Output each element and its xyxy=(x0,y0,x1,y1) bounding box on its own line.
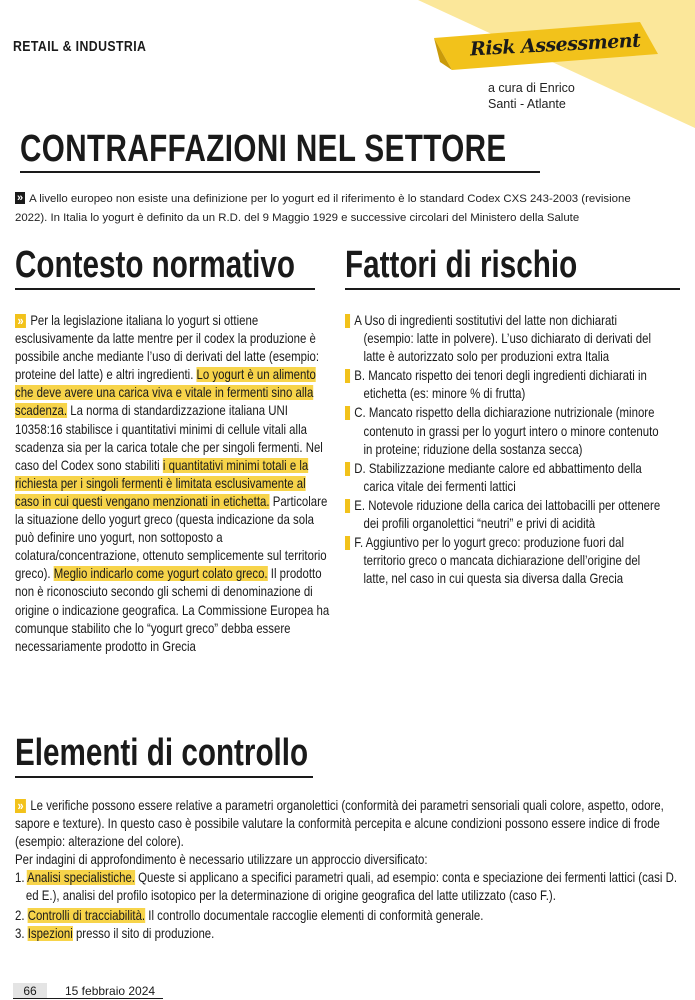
page-title: CONTRAFFAZIONI NEL SETTORE xyxy=(20,128,507,170)
title-underline xyxy=(20,171,540,173)
control-item-text: presso il sito di produzione. xyxy=(72,925,215,941)
chevron-icon: » xyxy=(345,314,350,328)
control-item-text: Queste si applicano a specifici parametri quali, ad esempio: conta e speciazione dei fermenti lattici (casi D. ed E.), analisi del profilo isotopico per la determinazione di origine geografica del latte utilizzato (caso F.). xyxy=(25,870,677,904)
chevron-icon: » xyxy=(345,369,350,383)
fattori-heading: Fattori di rischio xyxy=(345,244,578,286)
author-line-2: Santi - Atlante xyxy=(488,97,566,111)
contesto-body xyxy=(15,312,330,656)
controllo-paragraph-1 xyxy=(15,797,684,851)
chevron-icon: » xyxy=(345,462,350,476)
risk-assessment-label: Risk Assessment xyxy=(469,29,641,61)
section-label: RETAIL & INDUSTRIA xyxy=(13,38,147,55)
chevron-icon: » xyxy=(345,499,350,513)
risk-item-text: A Uso di ingredienti sostitutivi del latte non dichiarati (esempio: latte in polvere). L’uso dichiarato di derivati del latte è autorizzato solo per produzioni extra Italia xyxy=(354,313,652,365)
author-credit xyxy=(488,80,575,112)
intro-line-2: 2022). In Italia lo yogurt è definito da un R.D. del 9 Maggio 1929 e successive circolari del Ministero della Salute xyxy=(15,212,580,224)
chevron-icon: » xyxy=(345,406,350,420)
contesto-highlight-2: i quantitativi minimi totali e la richiesta per i singoli fermenti è limitata esclusivamente al caso in cui questi vengano menzionati in etichetta. xyxy=(15,457,309,509)
contesto-text-4: Il prodotto non è riconosciuto secondo gli schemi di denominazione di origine o indicazione geografica. La Commissione Europea ha comunque stabilito che lo “yogurt greco” debba essere necessariamente prodotto in Grecia xyxy=(15,566,330,654)
risk-item-b xyxy=(329,367,664,403)
contesto-underline xyxy=(15,288,315,290)
risk-item-d xyxy=(329,460,664,496)
chevron-icon: » xyxy=(345,536,350,550)
control-item-1 xyxy=(15,869,684,905)
control-item-number: 1. xyxy=(15,870,28,886)
control-item-highlight: Analisi specialistiche. xyxy=(27,870,135,886)
control-item-number: 3. xyxy=(15,925,28,941)
risk-item-text: F. Aggiuntivo per lo yogurt greco: produzione fuori dal territorio greco o mancata dichiarazione dell’origine del latte, nel caso in cui questa sia diversa dalla Grecia xyxy=(354,535,641,587)
controllo-body xyxy=(15,797,684,943)
risk-item-text: E. Notevole riduzione della carica dei lattobacilli per ottenere dei profili organolettici “neutri” e privi di acidità xyxy=(354,497,661,532)
contesto-text-2: La norma di standardizzazione italiana UNI 10358:16 stabilisce i quantitativi minimi di cellule vitali alla scadenza sia per la carica totale che per singoli fermenti. Nel caso del Codex sono stabiliti xyxy=(15,403,323,473)
issue-date: 15 febbraio 2024 xyxy=(65,984,156,998)
risk-item-text: B. Mancato rispetto dei tenori degli ingredienti dichiarati in etichetta (es: minore % di frutta) xyxy=(354,368,647,402)
chevron-icon: » xyxy=(17,192,24,204)
controllo-paragraph-2: Per indagini di approfondimento è necessario utilizzare un approccio diversificato: xyxy=(15,852,428,868)
footer-rule xyxy=(13,998,163,999)
risk-item-e xyxy=(329,497,664,533)
contesto-text-3: Particolare la situazione dello yogurt greco (questa indicazione da sola può definire uno yogurt, non sottoposto a colatura/concentrazione, ottenuto semplicemente sul territorio greco). xyxy=(15,493,328,582)
controllo-underline xyxy=(15,776,313,778)
fattori-list xyxy=(329,312,664,589)
page-number: 66 xyxy=(13,983,47,999)
chevron-icon: » xyxy=(15,314,26,328)
control-item-number: 2. xyxy=(15,907,28,923)
contesto-heading: Contesto normativo xyxy=(15,244,295,286)
risk-item-f xyxy=(329,534,664,588)
contesto-text-1: Per la legislazione italiana lo yogurt si ottiene esclusivamente da latte mentre per il codex la produzione è possibile anche mediante l’uso di derivati del latte (esempio: proteine del latte) e altri ingredienti. xyxy=(15,313,320,383)
risk-item-text: C. Mancato rispetto della dichiarazione nutrizionale (minore contenuto in grassi per lo yogurt intero o minore contenuto in proteine; riduzione della sostanza secca) xyxy=(354,405,659,457)
control-item-text: Il controllo documentale raccoglie elementi di conformità generale. xyxy=(145,907,484,923)
control-item-2 xyxy=(15,907,684,925)
risk-item-text: D. Stabilizzazione mediante calore ed abbattimento della carica vitale dei fermenti lattici xyxy=(354,460,642,494)
contesto-highlight-3: Meglio indicarlo come yogurt colato greco. xyxy=(53,566,268,582)
control-item-highlight: Ispezioni xyxy=(27,925,73,941)
intro-line-1: A livello europeo non esiste una definizione per lo yogurt ed il riferimento è lo standard Codex CXS 243-2003 (revisione xyxy=(29,193,631,205)
author-line-1: a cura di Enrico xyxy=(488,81,575,95)
fattori-underline xyxy=(345,288,680,290)
risk-item-a xyxy=(329,312,664,366)
contesto-highlight-1: Lo yogurt è un alimento che deve avere una carica viva e vitale in fermenti sino alla scadenza. xyxy=(15,367,316,419)
chevron-icon: » xyxy=(15,799,26,813)
intro-paragraph xyxy=(15,190,695,228)
control-item-highlight: Controlli di tracciabilità. xyxy=(27,907,146,923)
controllo-heading: Elementi di controllo xyxy=(15,732,309,774)
control-item-3 xyxy=(15,925,684,943)
risk-item-c xyxy=(329,404,664,458)
controllo-text-1: Le verifiche possono essere relative a parametri organolettici (conformità dei parametri sensoriali quali colore, aspetto, odore, sapore e texture). In questo caso è possibile valutare la conformità percepita e alcune condizioni possono essere indice di frode (esempio: alterazione del colore). xyxy=(15,798,664,850)
